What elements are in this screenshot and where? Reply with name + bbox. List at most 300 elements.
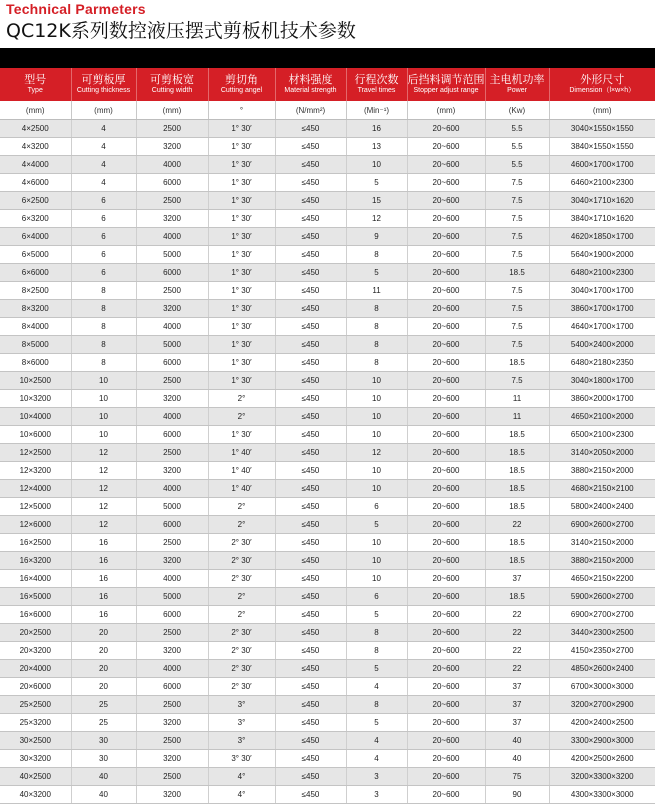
table-cell: 2° bbox=[208, 408, 275, 426]
table-cell: 18.5 bbox=[485, 426, 549, 444]
table-cell: 4° bbox=[208, 786, 275, 804]
unit-cell: (mm) bbox=[407, 101, 485, 120]
table-cell: 8 bbox=[71, 354, 136, 372]
table-cell: 4×6000 bbox=[0, 174, 71, 192]
title-english: Technical Parmeters bbox=[6, 1, 146, 17]
table-cell: 25×2500 bbox=[0, 696, 71, 714]
table-cell: 12 bbox=[346, 210, 407, 228]
table-cell: ≤450 bbox=[275, 642, 346, 660]
table-cell: 4000 bbox=[136, 480, 208, 498]
table-row bbox=[0, 534, 655, 552]
column-header-cn: 行程次数 bbox=[354, 73, 399, 86]
table-cell: 8 bbox=[346, 246, 407, 264]
table-row bbox=[0, 714, 655, 732]
column-header bbox=[346, 68, 407, 101]
table-cell: 1° 30′ bbox=[208, 354, 275, 372]
table-cell: 7.5 bbox=[485, 174, 549, 192]
table-cell: 6 bbox=[71, 246, 136, 264]
table-cell: 1° 30′ bbox=[208, 336, 275, 354]
table-cell: 75 bbox=[485, 768, 549, 786]
table-cell: 2500 bbox=[136, 120, 208, 138]
table-cell: 1° 30′ bbox=[208, 138, 275, 156]
table-cell: 11 bbox=[346, 282, 407, 300]
table-cell: 2500 bbox=[136, 372, 208, 390]
unit-cell: (mm) bbox=[0, 101, 71, 120]
table-cell: 2500 bbox=[136, 768, 208, 786]
table-cell: ≤450 bbox=[275, 552, 346, 570]
table-row bbox=[0, 606, 655, 624]
table-row bbox=[0, 732, 655, 750]
table-cell: 20~600 bbox=[407, 588, 485, 606]
table-cell: 3200 bbox=[136, 462, 208, 480]
table-cell: 20~600 bbox=[407, 318, 485, 336]
table-row bbox=[0, 408, 655, 426]
column-header-en: Cutting thickness bbox=[76, 87, 131, 94]
column-header-cn: 主电机功率 bbox=[489, 73, 545, 86]
table-cell: 5 bbox=[346, 516, 407, 534]
unit-cell: (Kw) bbox=[485, 101, 549, 120]
table-row bbox=[0, 786, 655, 804]
table-cell: 20~600 bbox=[407, 498, 485, 516]
table-cell: 2° bbox=[208, 390, 275, 408]
table-row bbox=[0, 390, 655, 408]
table-cell: 6000 bbox=[136, 174, 208, 192]
table-cell: 2500 bbox=[136, 192, 208, 210]
table-cell: 4640×1700×1700 bbox=[549, 318, 655, 336]
table-cell: 18.5 bbox=[485, 498, 549, 516]
table-cell: 3200×2700×2900 bbox=[549, 696, 655, 714]
table-cell: 22 bbox=[485, 660, 549, 678]
table-cell: 4 bbox=[346, 750, 407, 768]
table-cell: 4680×2150×2100 bbox=[549, 480, 655, 498]
table-cell: 3200×3300×3200 bbox=[549, 768, 655, 786]
table-cell: 20×3200 bbox=[0, 642, 71, 660]
table-cell: 16 bbox=[71, 570, 136, 588]
table-row bbox=[0, 462, 655, 480]
table-cell: 6900×2600×2700 bbox=[549, 516, 655, 534]
table-cell: 6460×2100×2300 bbox=[549, 174, 655, 192]
table-cell: 20~600 bbox=[407, 732, 485, 750]
table-cell: 30 bbox=[71, 732, 136, 750]
table-cell: 5000 bbox=[136, 498, 208, 516]
table-cell: 2° bbox=[208, 606, 275, 624]
table-cell: 12×3200 bbox=[0, 462, 71, 480]
table-cell: 10 bbox=[346, 390, 407, 408]
table-cell: ≤450 bbox=[275, 732, 346, 750]
table-cell: 20×6000 bbox=[0, 678, 71, 696]
table-cell: 8 bbox=[71, 300, 136, 318]
table-cell: 3200 bbox=[136, 786, 208, 804]
table-cell: 10×6000 bbox=[0, 426, 71, 444]
table-cell: 6×3200 bbox=[0, 210, 71, 228]
table-cell: 40 bbox=[485, 750, 549, 768]
table-cell: 20~600 bbox=[407, 390, 485, 408]
table-cell: 6000 bbox=[136, 426, 208, 444]
table-cell: 3 bbox=[346, 768, 407, 786]
table-row bbox=[0, 372, 655, 390]
table-cell: 1° 40′ bbox=[208, 444, 275, 462]
table-row bbox=[0, 282, 655, 300]
table-cell: 2° 30′ bbox=[208, 660, 275, 678]
table-cell: 40 bbox=[71, 786, 136, 804]
table-cell: 7.5 bbox=[485, 192, 549, 210]
table-cell: 2500 bbox=[136, 732, 208, 750]
table-cell: 6×6000 bbox=[0, 264, 71, 282]
table-row bbox=[0, 768, 655, 786]
table-cell: 4000 bbox=[136, 570, 208, 588]
column-header-en: Cutting angel bbox=[220, 87, 263, 94]
column-header-en: Dimension（l×w×h） bbox=[569, 87, 636, 94]
table-cell: 20~600 bbox=[407, 642, 485, 660]
table-cell: 3040×1710×1620 bbox=[549, 192, 655, 210]
table-cell: 7.5 bbox=[485, 300, 549, 318]
table-cell: 5000 bbox=[136, 588, 208, 606]
table-cell: 4 bbox=[71, 174, 136, 192]
table-cell: 6900×2700×2700 bbox=[549, 606, 655, 624]
table-row bbox=[0, 624, 655, 642]
table-cell: 25 bbox=[71, 696, 136, 714]
table-cell: 1° 30′ bbox=[208, 156, 275, 174]
table-cell: 20~600 bbox=[407, 426, 485, 444]
table-cell: 4×4000 bbox=[0, 156, 71, 174]
table-cell: 5 bbox=[346, 174, 407, 192]
table-cell: 4 bbox=[71, 156, 136, 174]
table-cell: 8 bbox=[71, 318, 136, 336]
table-cell: 16 bbox=[71, 606, 136, 624]
table-cell: 3200 bbox=[136, 642, 208, 660]
table-cell: ≤450 bbox=[275, 120, 346, 138]
table-cell: 3200 bbox=[136, 138, 208, 156]
table-cell: 3880×2150×2000 bbox=[549, 462, 655, 480]
table-cell: 3° bbox=[208, 714, 275, 732]
table-cell: 10 bbox=[71, 390, 136, 408]
table-cell: ≤450 bbox=[275, 192, 346, 210]
table-cell: 20~600 bbox=[407, 282, 485, 300]
unit-cell: (mm) bbox=[136, 101, 208, 120]
column-header-en: Type bbox=[27, 87, 43, 94]
table-cell: 18.5 bbox=[485, 264, 549, 282]
table-cell: 7.5 bbox=[485, 372, 549, 390]
table-body bbox=[0, 120, 655, 804]
table-cell: 8×3200 bbox=[0, 300, 71, 318]
table-cell: ≤450 bbox=[275, 426, 346, 444]
table-row bbox=[0, 228, 655, 246]
table-cell: 10×4000 bbox=[0, 408, 71, 426]
table-cell: 7.5 bbox=[485, 210, 549, 228]
table-cell: 20~600 bbox=[407, 444, 485, 462]
unit-cell: (Min⁻¹) bbox=[346, 101, 407, 120]
table-cell: 4000 bbox=[136, 228, 208, 246]
table-cell: 20~600 bbox=[407, 210, 485, 228]
table-cell: 20~600 bbox=[407, 156, 485, 174]
header-row bbox=[0, 68, 655, 101]
column-header-cn: 外形尺寸 bbox=[580, 73, 625, 86]
column-header bbox=[407, 68, 485, 101]
table-cell: 3880×2150×2000 bbox=[549, 552, 655, 570]
table-cell: 22 bbox=[485, 606, 549, 624]
table-cell: 4000 bbox=[136, 318, 208, 336]
table-cell: 6480×2100×2300 bbox=[549, 264, 655, 282]
table-cell: 12 bbox=[346, 444, 407, 462]
table-cell: 3200 bbox=[136, 210, 208, 228]
table-cell: ≤450 bbox=[275, 660, 346, 678]
table-cell: ≤450 bbox=[275, 210, 346, 228]
table-cell: 20~600 bbox=[407, 624, 485, 642]
table-row bbox=[0, 552, 655, 570]
table-cell: 20~600 bbox=[407, 606, 485, 624]
table-cell: 6700×3000×3000 bbox=[549, 678, 655, 696]
table-cell: ≤450 bbox=[275, 570, 346, 588]
table-cell: 16×4000 bbox=[0, 570, 71, 588]
table-row bbox=[0, 426, 655, 444]
table-cell: ≤450 bbox=[275, 318, 346, 336]
table-row bbox=[0, 480, 655, 498]
table-cell: 2° 30′ bbox=[208, 678, 275, 696]
table-cell: 10 bbox=[346, 552, 407, 570]
table-cell: 20×2500 bbox=[0, 624, 71, 642]
table-cell: 30×3200 bbox=[0, 750, 71, 768]
table-cell: ≤450 bbox=[275, 246, 346, 264]
table-cell: 37 bbox=[485, 570, 549, 588]
table-cell: 3° bbox=[208, 696, 275, 714]
table-cell: 4650×2100×2000 bbox=[549, 408, 655, 426]
table-cell: 8×5000 bbox=[0, 336, 71, 354]
table-cell: 3140×2150×2000 bbox=[549, 534, 655, 552]
table-cell: 4 bbox=[346, 678, 407, 696]
table-cell: 4650×2150×2200 bbox=[549, 570, 655, 588]
table-cell: 16 bbox=[71, 534, 136, 552]
table-cell: 40 bbox=[485, 732, 549, 750]
table-cell: 8 bbox=[346, 300, 407, 318]
table-cell: 10 bbox=[346, 480, 407, 498]
table-row bbox=[0, 354, 655, 372]
table-cell: 2500 bbox=[136, 696, 208, 714]
table-cell: 16 bbox=[71, 552, 136, 570]
table-cell: 4 bbox=[71, 138, 136, 156]
table-cell: ≤450 bbox=[275, 336, 346, 354]
table-cell: 5000 bbox=[136, 246, 208, 264]
table-cell: 5 bbox=[346, 606, 407, 624]
table-cell: 2° 30′ bbox=[208, 552, 275, 570]
table-cell: ≤450 bbox=[275, 174, 346, 192]
table-cell: 4850×2600×2400 bbox=[549, 660, 655, 678]
table-cell: 2500 bbox=[136, 624, 208, 642]
table-cell: 6×4000 bbox=[0, 228, 71, 246]
unit-cell: ° bbox=[208, 101, 275, 120]
table-cell: 6 bbox=[71, 192, 136, 210]
column-header-cn: 剪切角 bbox=[225, 73, 258, 86]
table-cell: 7.5 bbox=[485, 336, 549, 354]
table-cell: ≤450 bbox=[275, 516, 346, 534]
table-cell: 16 bbox=[71, 588, 136, 606]
table-cell: 8 bbox=[71, 282, 136, 300]
table-cell: 18.5 bbox=[485, 552, 549, 570]
column-header bbox=[136, 68, 208, 101]
column-header bbox=[0, 68, 71, 101]
table-cell: 1° 30′ bbox=[208, 246, 275, 264]
table-cell: 4000 bbox=[136, 156, 208, 174]
table-cell: 7.5 bbox=[485, 246, 549, 264]
table-cell: ≤450 bbox=[275, 588, 346, 606]
column-header-en: Stopper adjust range bbox=[413, 87, 479, 94]
table-cell: 10 bbox=[346, 408, 407, 426]
column-header bbox=[485, 68, 549, 101]
table-row bbox=[0, 210, 655, 228]
table-cell: 5000 bbox=[136, 336, 208, 354]
column-header bbox=[549, 68, 655, 101]
table-cell: ≤450 bbox=[275, 750, 346, 768]
table-cell: 8×2500 bbox=[0, 282, 71, 300]
table-cell: ≤450 bbox=[275, 390, 346, 408]
table-cell: 20~600 bbox=[407, 336, 485, 354]
table-cell: 6000 bbox=[136, 354, 208, 372]
table-cell: 18.5 bbox=[485, 444, 549, 462]
table-cell: 6 bbox=[346, 588, 407, 606]
table-cell: 10 bbox=[346, 462, 407, 480]
table-cell: 2° bbox=[208, 516, 275, 534]
table-cell: 20~600 bbox=[407, 264, 485, 282]
table-cell: ≤450 bbox=[275, 138, 346, 156]
table-row bbox=[0, 588, 655, 606]
table-cell: 18.5 bbox=[485, 462, 549, 480]
table-cell: 20 bbox=[71, 660, 136, 678]
table-cell: 8 bbox=[346, 354, 407, 372]
table-cell: 20~600 bbox=[407, 174, 485, 192]
table-cell: ≤450 bbox=[275, 282, 346, 300]
table-cell: 12 bbox=[71, 498, 136, 516]
table-cell: 12×5000 bbox=[0, 498, 71, 516]
table-cell: 20~600 bbox=[407, 228, 485, 246]
table-cell: 3200 bbox=[136, 714, 208, 732]
table-cell: 20~600 bbox=[407, 480, 485, 498]
table-cell: 22 bbox=[485, 624, 549, 642]
table-row bbox=[0, 246, 655, 264]
table-row bbox=[0, 156, 655, 174]
table-cell: 90 bbox=[485, 786, 549, 804]
table-cell: 20 bbox=[71, 624, 136, 642]
column-header-en: Travel times bbox=[357, 87, 396, 94]
table-cell: 1° 30′ bbox=[208, 426, 275, 444]
black-divider-bar bbox=[0, 48, 655, 68]
table-cell: 1° 40′ bbox=[208, 480, 275, 498]
table-cell: 6000 bbox=[136, 606, 208, 624]
table-cell: 20~600 bbox=[407, 750, 485, 768]
table-cell: 20~600 bbox=[407, 354, 485, 372]
table-cell: 5.5 bbox=[485, 138, 549, 156]
table-cell: 3200 bbox=[136, 750, 208, 768]
table-cell: 3140×2050×2000 bbox=[549, 444, 655, 462]
table-cell: ≤450 bbox=[275, 498, 346, 516]
table-cell: ≤450 bbox=[275, 408, 346, 426]
table-cell: 7.5 bbox=[485, 282, 549, 300]
table-cell: 16×6000 bbox=[0, 606, 71, 624]
table-cell: 6000 bbox=[136, 264, 208, 282]
table-cell: 3200 bbox=[136, 552, 208, 570]
table-cell: 4 bbox=[71, 120, 136, 138]
table-cell: 12 bbox=[71, 480, 136, 498]
table-cell: 4×3200 bbox=[0, 138, 71, 156]
table-cell: 20×4000 bbox=[0, 660, 71, 678]
table-cell: 10 bbox=[346, 156, 407, 174]
column-header-cn: 型号 bbox=[24, 73, 47, 86]
column-header-cn: 材料强度 bbox=[288, 73, 333, 86]
table-row bbox=[0, 192, 655, 210]
table-cell: 20 bbox=[71, 678, 136, 696]
table-cell: 30×2500 bbox=[0, 732, 71, 750]
table-cell: 1° 30′ bbox=[208, 174, 275, 192]
column-header-en: Material strength bbox=[284, 87, 337, 94]
table-cell: ≤450 bbox=[275, 462, 346, 480]
table-cell: ≤450 bbox=[275, 444, 346, 462]
table-cell: 20~600 bbox=[407, 696, 485, 714]
table-cell: 7.5 bbox=[485, 318, 549, 336]
table-cell: 16 bbox=[346, 120, 407, 138]
table-cell: 3 bbox=[346, 786, 407, 804]
table-cell: 6000 bbox=[136, 516, 208, 534]
table-cell: ≤450 bbox=[275, 714, 346, 732]
table-cell: ≤450 bbox=[275, 354, 346, 372]
table-cell: 8×6000 bbox=[0, 354, 71, 372]
table-cell: 2° bbox=[208, 588, 275, 606]
table-cell: 12 bbox=[71, 444, 136, 462]
table-cell: 5 bbox=[346, 264, 407, 282]
table-cell: 20~600 bbox=[407, 516, 485, 534]
table-cell: 5900×2600×2700 bbox=[549, 588, 655, 606]
table-cell: 10 bbox=[346, 426, 407, 444]
table-cell: 1° 30′ bbox=[208, 210, 275, 228]
table-cell: 18.5 bbox=[485, 354, 549, 372]
table-cell: 12×4000 bbox=[0, 480, 71, 498]
column-header bbox=[208, 68, 275, 101]
column-header-en: Power bbox=[507, 87, 527, 94]
table-row bbox=[0, 444, 655, 462]
table-row bbox=[0, 750, 655, 768]
title-chinese: QC12K系列数控液压摆式剪板机技术参数 bbox=[6, 20, 356, 42]
unit-cell: (N/mm²) bbox=[275, 101, 346, 120]
table-row bbox=[0, 642, 655, 660]
table-cell: 10 bbox=[346, 570, 407, 588]
table-row bbox=[0, 174, 655, 192]
table-cell: 25 bbox=[71, 714, 136, 732]
table-cell: 8 bbox=[346, 318, 407, 336]
table-cell: 1° 40′ bbox=[208, 462, 275, 480]
table-cell: 10 bbox=[346, 534, 407, 552]
table-cell: 6480×2180×2350 bbox=[549, 354, 655, 372]
table-cell: 37 bbox=[485, 696, 549, 714]
table-cell: 40×2500 bbox=[0, 768, 71, 786]
table-cell: 4 bbox=[346, 732, 407, 750]
table-cell: 5640×1900×2000 bbox=[549, 246, 655, 264]
table-row bbox=[0, 570, 655, 588]
table-cell: 11 bbox=[485, 390, 549, 408]
table-cell: 40 bbox=[71, 768, 136, 786]
table-cell: 3860×1700×1700 bbox=[549, 300, 655, 318]
table-cell: 8×4000 bbox=[0, 318, 71, 336]
table-cell: 4000 bbox=[136, 660, 208, 678]
table-cell: ≤450 bbox=[275, 768, 346, 786]
table-cell: ≤450 bbox=[275, 624, 346, 642]
table-cell: 18.5 bbox=[485, 588, 549, 606]
table-cell: 5.5 bbox=[485, 120, 549, 138]
table-cell: 1° 30′ bbox=[208, 300, 275, 318]
column-header bbox=[71, 68, 136, 101]
table-cell: 2° 30′ bbox=[208, 534, 275, 552]
table-cell: 8 bbox=[346, 336, 407, 354]
table-cell: ≤450 bbox=[275, 696, 346, 714]
table-cell: 6 bbox=[71, 210, 136, 228]
table-cell: 1° 30′ bbox=[208, 192, 275, 210]
table-cell: 13 bbox=[346, 138, 407, 156]
